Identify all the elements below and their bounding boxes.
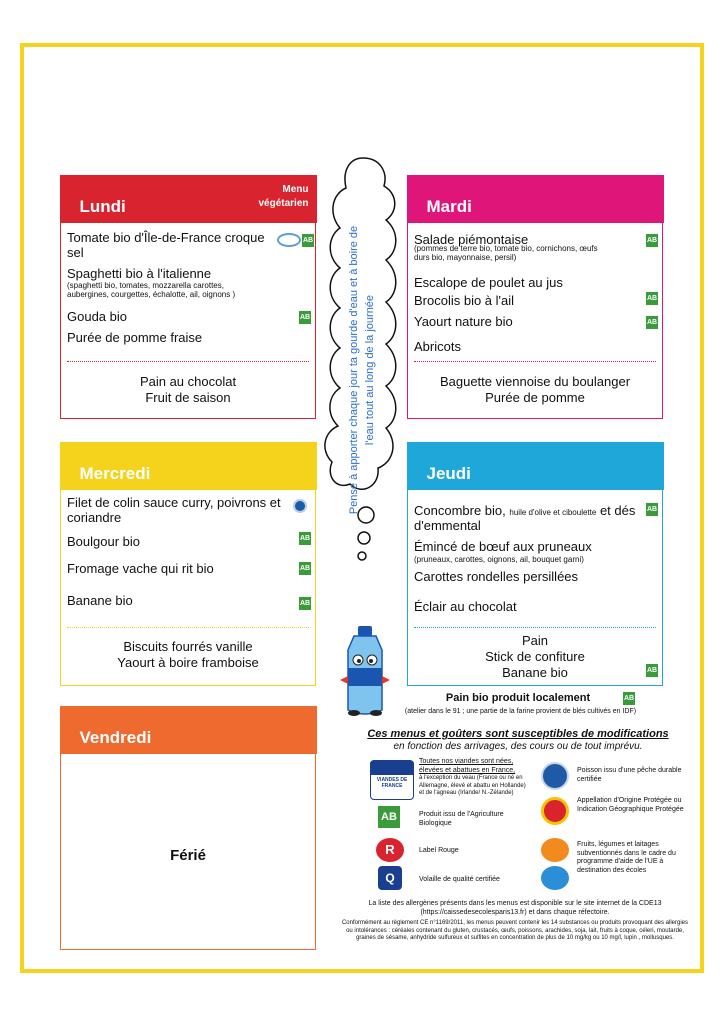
holiday-note: Férié bbox=[170, 847, 206, 864]
menu-item: Filet de colin sauce curry, poivrons et coriandre bbox=[67, 495, 281, 525]
divider bbox=[67, 627, 309, 628]
pain-bio-title: Pain bio produit localement bbox=[445, 692, 591, 704]
vegetarian-badge: Menu végétarien bbox=[258, 183, 309, 209]
bio-icon: AB bbox=[299, 597, 311, 610]
bio-icon: AB bbox=[646, 316, 658, 329]
bio-icon: AB bbox=[646, 292, 658, 305]
viandes-de-france-icon bbox=[370, 760, 414, 800]
card-header bbox=[60, 442, 317, 490]
card-vendredi bbox=[60, 706, 316, 950]
menu-item-main: Concombre bio, bbox=[414, 503, 506, 518]
snack-item: Banane bio bbox=[502, 665, 568, 680]
snack-item: Pain bbox=[521, 633, 549, 648]
warning-title: Ces menus et goûters sont susceptibles de modifications bbox=[367, 728, 669, 740]
label-rouge-icon: R bbox=[376, 838, 404, 862]
menu-item: Fromage vache qui rit bio bbox=[67, 561, 214, 576]
menu-item-detail: (pruneaux, carottes, oignons, ail, bouquet garni) bbox=[414, 555, 584, 564]
water-reminder-text: Pense à apporter chaque jour ta gourde d'eau et à boire de l'eau tout au long de la journée bbox=[348, 225, 376, 515]
legend-label-rouge: Label Rouge bbox=[419, 847, 459, 854]
warning-subtitle: en fonction des arrivages, des cours ou de tout imprévu. bbox=[393, 741, 643, 752]
bio-icon: AB bbox=[623, 692, 635, 705]
snack-item: Stick de confiture bbox=[485, 649, 585, 664]
water-bottle-mascot-icon bbox=[330, 620, 400, 720]
allergens-note: La liste des allergènes présents dans les menus est disponible sur le site internet de la CDE13 (https://caissedesecolesparis13.fr) et dans chaque réfectoire. bbox=[368, 900, 662, 916]
menu-item: Yaourt nature bio bbox=[414, 314, 513, 329]
msc-fish-icon bbox=[293, 499, 307, 513]
snack-item: Baguette viennoise du boulanger bbox=[439, 374, 631, 389]
menu-item bbox=[414, 503, 662, 533]
card-lundi bbox=[60, 175, 316, 419]
menu-item: Escalope de poulet au jus bbox=[414, 275, 563, 290]
day-title: Jeudi bbox=[426, 463, 471, 483]
day-title: Lundi bbox=[79, 196, 126, 216]
logo-emblem-icon bbox=[50, 50, 154, 120]
menu-item: Émincé de bœuf aux pruneaux bbox=[414, 539, 592, 554]
bio-logo-icon: AB bbox=[378, 806, 400, 828]
legend-msc: Poisson issu d'une pêche durable certifiée bbox=[577, 767, 682, 783]
logo-city: PARIS bbox=[63, 66, 70, 84]
divider bbox=[67, 361, 309, 362]
legend-bio: Produit issu de l'Agriculture Biologique bbox=[419, 811, 504, 827]
legend-viandes-title: Toutes nos viandes sont nées, élevées et abattues en France, bbox=[419, 758, 516, 774]
menu-item: Éclair au chocolat bbox=[414, 599, 517, 614]
menu-item-detail: huile d'olive et ciboulette bbox=[509, 508, 597, 517]
logo-line2: DES ÉCOLES bbox=[65, 137, 117, 146]
card-header bbox=[60, 175, 317, 223]
bio-icon: AB bbox=[646, 664, 658, 677]
menu-item-end: et dés d'emmental bbox=[414, 503, 636, 533]
menu-item: Banane bio bbox=[67, 593, 133, 608]
card-header bbox=[60, 706, 317, 754]
legend-aop: Appellation d'Origine Protégée ou Indication Géographique Protégée bbox=[577, 797, 684, 813]
logo-line1: CAISSE bbox=[63, 118, 119, 135]
menu-item: Abricots bbox=[414, 339, 461, 354]
snack-item: Purée de pomme bbox=[485, 390, 585, 405]
menu-item-detail: (spaghetti bio, tomates, mozzarella carottes, aubergines, courgettes, échalotte, ail, oignons ) bbox=[67, 281, 236, 299]
card-mardi bbox=[407, 175, 663, 419]
snack-item: Fruit de saison bbox=[145, 390, 231, 405]
bio-icon: AB bbox=[299, 562, 311, 575]
menu-item: Gouda bio bbox=[67, 309, 127, 324]
fruits-ecole-logo-icon bbox=[541, 838, 569, 862]
caisse-des-ecoles-logo bbox=[50, 50, 154, 146]
menu-item: Salade piémontaise bbox=[414, 232, 529, 247]
qualite-certifiee-icon: Q bbox=[378, 866, 402, 890]
menu-item: Tomate bio d'Île-de-France croque sel bbox=[67, 230, 265, 260]
card-jeudi bbox=[407, 442, 663, 686]
menu-item: Carottes rondelles persillées bbox=[414, 569, 579, 584]
legend-viandes bbox=[419, 758, 529, 798]
snack-item: Biscuits fourrés vanille bbox=[123, 639, 253, 654]
viandes-mark: VIANDES DE FRANCE bbox=[376, 777, 408, 789]
bio-icon: AB bbox=[646, 234, 658, 247]
regulation-note: Conformément au règlement CE n°1169/2011, les menus peuvent contenir les 14 substances ou produits provoquant des allergies ou intolérances : céréales contenant du gluten, crustacés, œufs, poissons, arachides, soja, lait, fruits à coque, céleri, moutarde, graines de sésame, anhydride sulfureux et sulfites en concentration de plus de 10 mg/kg ou 10 mg/l, lupin , mollusques. bbox=[341, 920, 689, 941]
snack-item: Pain au chocolat bbox=[139, 374, 237, 389]
day-title: Mercredi bbox=[79, 463, 151, 483]
bio-icon: AB bbox=[646, 503, 658, 516]
bio-icon: AB bbox=[299, 532, 311, 545]
hve-label-icon bbox=[277, 233, 301, 247]
menu-item-detail: (pommes de terre bio, tomate bio, cornichons, œufs durs bio, mayonnaise, persil) bbox=[414, 244, 598, 262]
menu-item: Spaghetti bio à l'italienne bbox=[67, 266, 212, 281]
card-header bbox=[407, 175, 664, 223]
pain-bio-note: (atelier dans le 91 ; une partie de la farine provient de blés cultivés en IDF) bbox=[404, 708, 637, 715]
menu-item: Boulgour bio bbox=[67, 534, 140, 549]
menu-item: Purée de pomme fraise bbox=[67, 330, 203, 345]
eu-school-programme-icon bbox=[541, 866, 569, 890]
legend-fruits: Fruits, légumes et laitages subventionnés dans le cadre du programme d'aide de l'UE à destination des écoles bbox=[577, 841, 676, 874]
page-subtitle: Du lundi 11 août au vendredi 15 août 2025 bbox=[146, 97, 542, 120]
day-title: Vendredi bbox=[79, 727, 152, 747]
menu-item: Brocolis bio à l'ail bbox=[414, 293, 515, 308]
page-title: Menu bbox=[183, 57, 277, 98]
logo-number: 13e bbox=[80, 63, 154, 112]
divider bbox=[414, 361, 656, 362]
card-mercredi bbox=[60, 442, 316, 686]
msc-logo-icon bbox=[541, 762, 569, 790]
aop-logo-icon bbox=[541, 797, 569, 825]
legend-qualite: Volaille de qualité certifiée bbox=[419, 876, 500, 883]
period-label: Vacances bbox=[639, 56, 694, 70]
card-header bbox=[407, 442, 664, 490]
bio-icon: AB bbox=[302, 234, 314, 247]
bio-icon: AB bbox=[299, 311, 311, 324]
day-title: Mardi bbox=[426, 196, 472, 216]
snack-item: Yaourt à boire framboise bbox=[117, 655, 259, 670]
divider bbox=[414, 627, 656, 628]
legend-viandes-detail: à l'exception du veau (France ou né en Allemagne, élevé et abattu en Hollande) et de l'agneau (Irlande/ N.-Zélande) bbox=[419, 775, 526, 796]
